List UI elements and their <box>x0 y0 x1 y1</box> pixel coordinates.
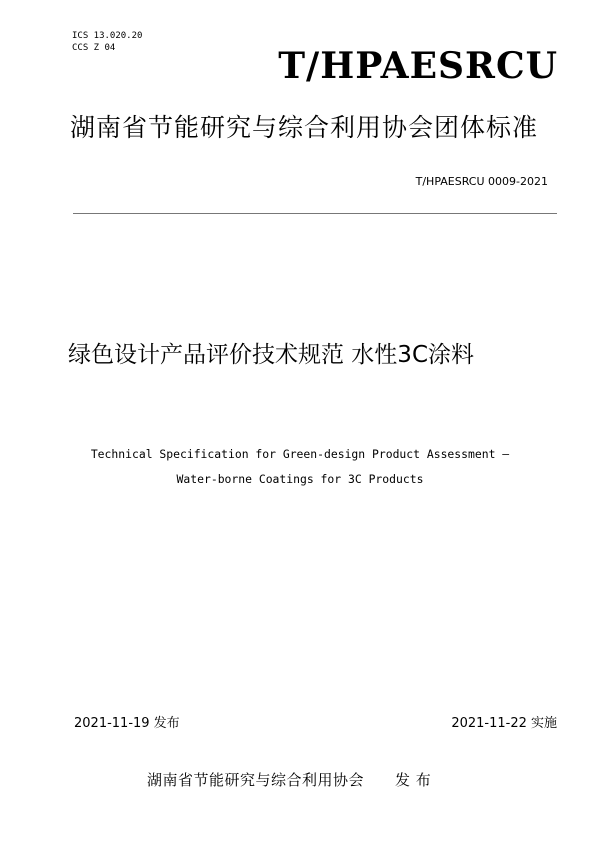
header-divider <box>73 213 557 214</box>
standard-number: T/HPAESRCU 0009-2021 <box>415 175 548 188</box>
standard-type-heading: 湖南省节能研究与综合利用协会团体标准 <box>70 113 539 142</box>
publisher-line: 湖南省节能研究与综合利用协会 发 布 <box>147 771 432 789</box>
association-logo-text: T/HPAESRCU <box>278 45 558 87</box>
implementation-date: 2021-11-22 实施 <box>451 716 557 731</box>
title-english-line-2: Water-borne Coatings for 3C Products <box>176 472 424 486</box>
title-chinese: 绿色设计产品评价技术规范 水性3C涂料 <box>68 342 475 368</box>
ccs-code: CCS Z 04 <box>72 43 116 53</box>
title-english <box>0 442 600 492</box>
ics-code: ICS 13.020.20 <box>72 31 143 41</box>
title-english-line-1: Technical Specification for Green-design Product Assessment – <box>90 447 510 461</box>
issue-date: 2021-11-19 发布 <box>74 716 180 731</box>
